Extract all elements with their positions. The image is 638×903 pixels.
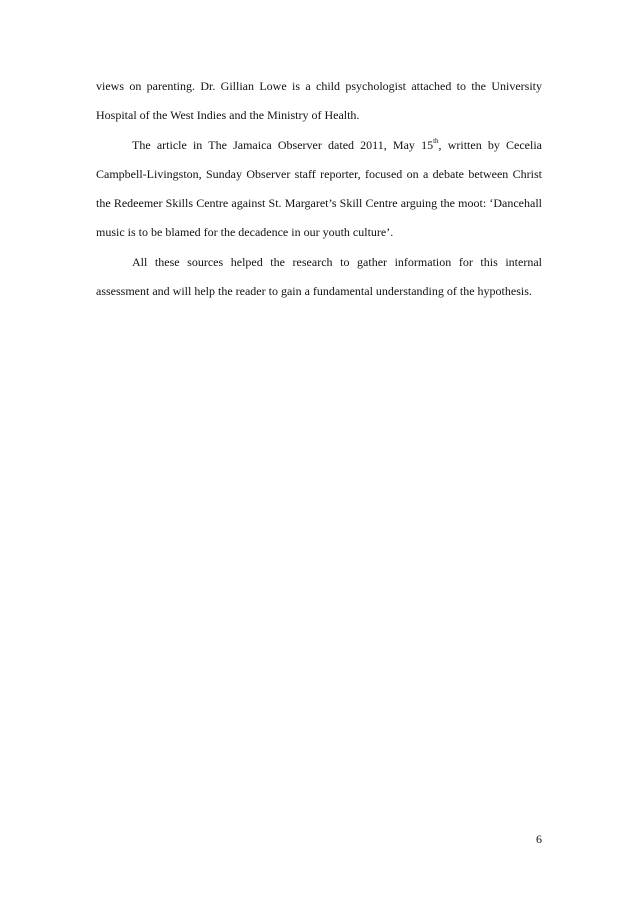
ordinal-superscript: th bbox=[433, 136, 439, 145]
paragraph-2-text-before: The article in The Jamaica Observer dated 2011, May 15 bbox=[132, 137, 434, 152]
body-text bbox=[96, 72, 542, 306]
paragraph-sources-summary: All these sources helped the research to gather information for this internal assessment and will help the reader to gain a fundamental understanding of the hypothesis. bbox=[96, 254, 542, 299]
paragraph-jamaica-observer-article bbox=[96, 131, 542, 248]
page-number: 6 bbox=[536, 832, 542, 846]
paragraph-2-text-after: , written by Cecelia Campbell-Livingston, Sunday Observer staff reporter, focused on a debate between Christ the Redeemer Skills Centre against St. Margaret’s Skill Centre arguing the moot: ‘Dancehall music is to be blamed for the decadence in our youth culture’. bbox=[96, 137, 542, 240]
paragraph-continuation: views on parenting. Dr. Gillian Lowe is a child psychologist attached to the University Hospital of the West Indies and the Ministry of Health. bbox=[96, 79, 542, 123]
